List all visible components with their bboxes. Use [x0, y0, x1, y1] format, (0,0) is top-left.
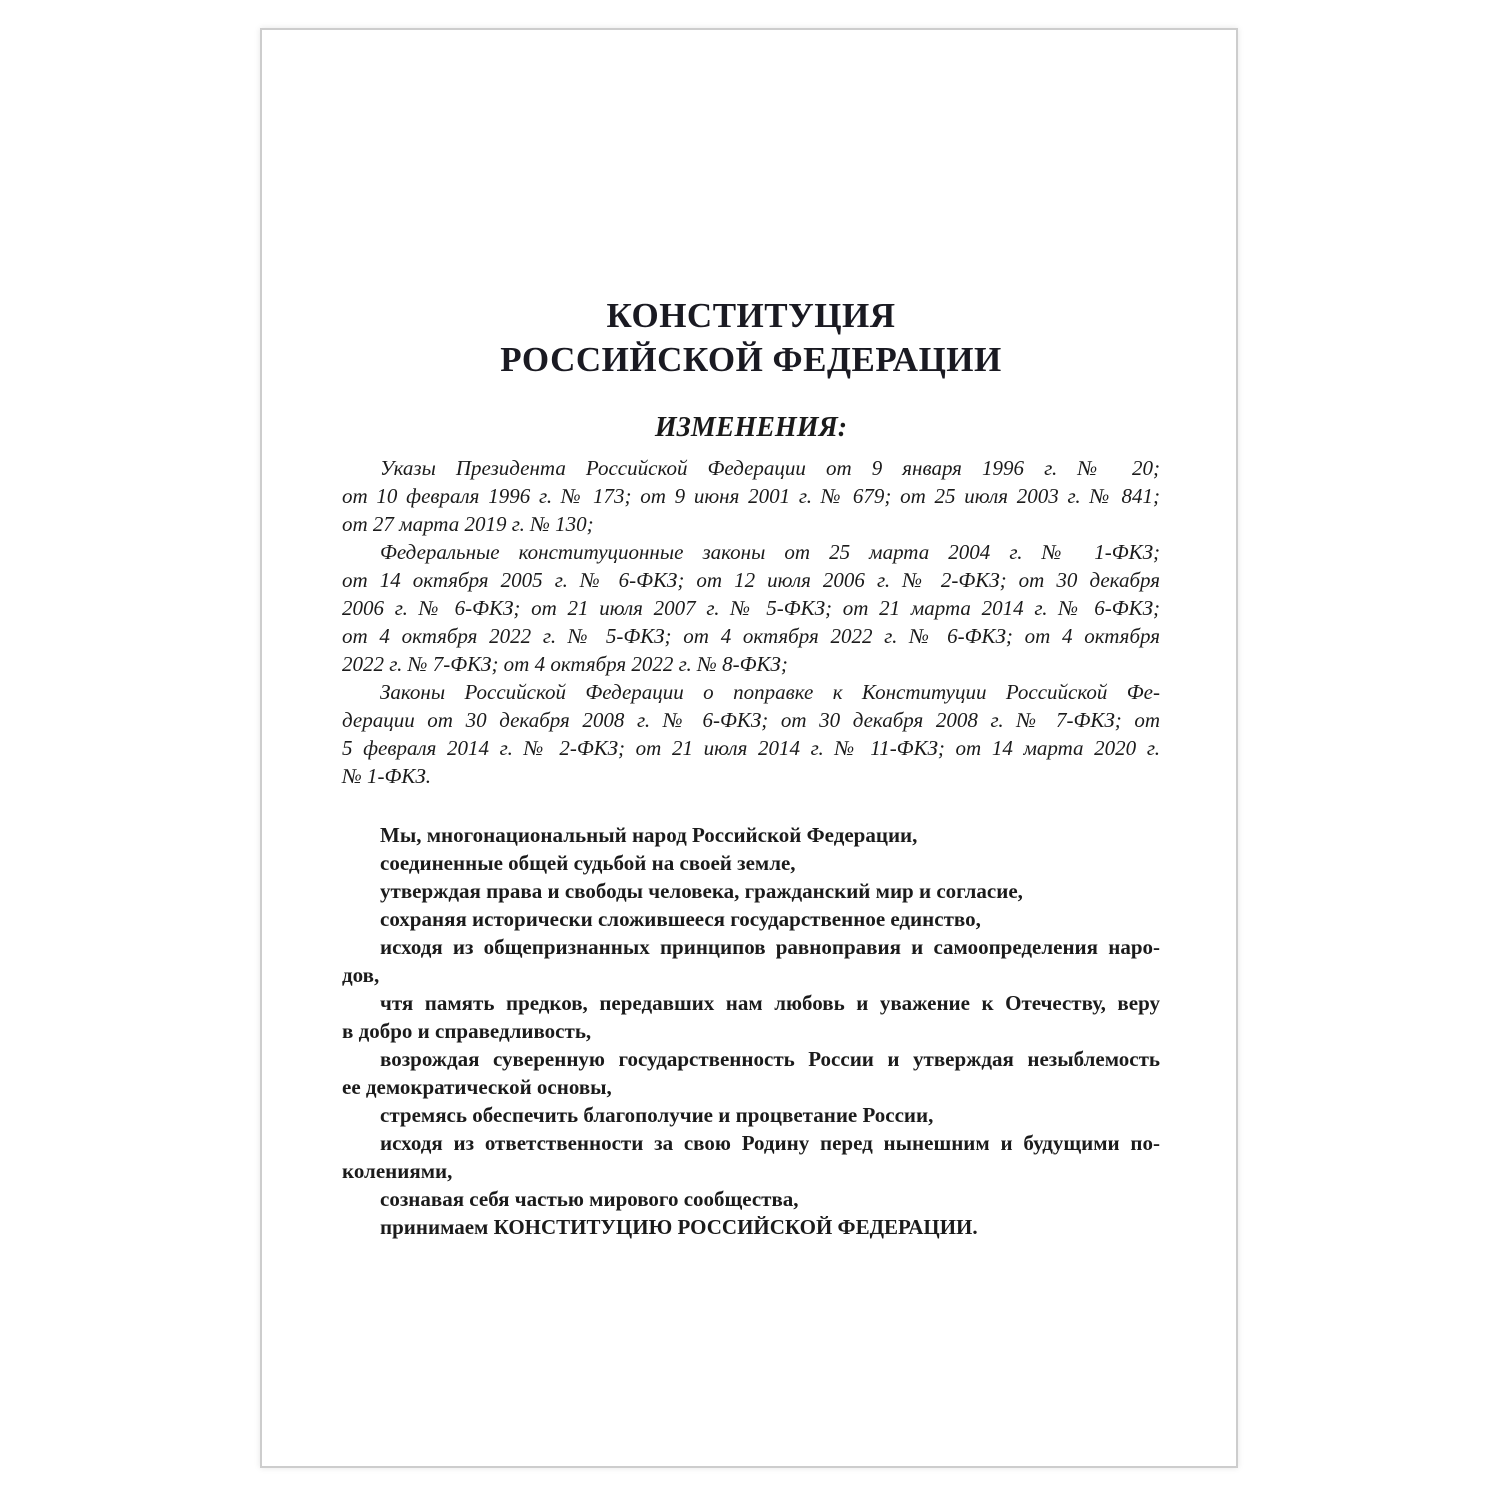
text-line: от 4 октября 2022 г. № 5-ФКЗ; от 4 октября 2022 г. № 6-ФКЗ; от 4 октября	[342, 624, 1160, 648]
page-sheet	[260, 28, 1238, 1468]
title-line-2: РОССИЙСКОЙ ФЕДЕРАЦИИ	[500, 340, 1002, 379]
preamble-line: принимаем КОНСТИТУЦИЮ РОССИЙСКОЙ ФЕДЕРАЦИИ.	[380, 1215, 978, 1239]
preamble-line: утверждая права и свободы человека, гражданский мир и согласие,	[380, 879, 1023, 903]
preamble-line: в добро и справедливость,	[342, 1019, 592, 1043]
text-line: Законы Российской Федерации о поправке к Конституции Российской Фе-	[380, 680, 1160, 704]
changes-heading: ИЗМЕНЕНИЯ:	[654, 412, 848, 443]
text-line: 2022 г. № 7-ФКЗ; от 4 октября 2022 г. № 8-ФКЗ;	[342, 652, 788, 676]
preamble-line: исходя из ответственности за свою Родину перед нынешним и будущими по-	[380, 1131, 1160, 1155]
text-line: от 14 октября 2005 г. № 6-ФКЗ; от 12 июля 2006 г. № 2-ФКЗ; от 30 декабря	[342, 568, 1160, 592]
text-line: от 10 февраля 1996 г. № 173; от 9 июня 2001 г. № 679; от 25 июля 2003 г. № 841;	[342, 484, 1160, 508]
title-line-1: КОНСТИТУЦИЯ	[606, 296, 896, 335]
preamble-line: стремясь обеспечить благополучие и процветание России,	[380, 1103, 934, 1127]
preamble-line: сознавая себя частью мирового сообщества,	[380, 1187, 799, 1211]
preamble-line: ее демократической основы,	[342, 1075, 612, 1099]
preamble-line: сохраняя исторически сложившееся государственное единство,	[380, 907, 981, 931]
preamble-line: колениями,	[342, 1159, 453, 1183]
text-line: дерации от 30 декабря 2008 г. № 6-ФКЗ; от 30 декабря 2008 г. № 7-ФКЗ; от	[342, 708, 1160, 732]
text-line: № 1-ФКЗ.	[342, 764, 432, 788]
preamble-line: Мы, многонациональный народ Российской Федерации,	[380, 823, 918, 847]
preamble-line: дов,	[342, 963, 380, 987]
preamble-line: исходя из общепризнанных принципов равноправия и самоопределения наро-	[380, 935, 1160, 959]
text-line: от 27 марта 2019 г. № 130;	[342, 512, 594, 536]
paragraph-amendment-laws	[342, 678, 1160, 790]
text-line: Указы Президента Российской Федерации от 9 января 1996 г. № 20;	[380, 456, 1160, 480]
text-line: 2006 г. № 6-ФКЗ; от 21 июля 2007 г. № 5-ФКЗ; от 21 марта 2014 г. № 6-ФКЗ;	[342, 596, 1160, 620]
paragraph-federal-constitutional-laws	[342, 538, 1160, 678]
changes-section	[342, 454, 1160, 790]
preamble-line: соединенные общей судьбой на своей земле,	[380, 851, 796, 875]
paragraph-presidential-decrees	[342, 454, 1160, 538]
text-line: Федеральные конституционные законы от 25 марта 2004 г. № 1-ФКЗ;	[380, 540, 1160, 564]
text-line: 5 февраля 2014 г. № 2-ФКЗ; от 21 июля 2014 г. № 11-ФКЗ; от 14 марта 2020 г.	[342, 736, 1160, 760]
document-title	[342, 294, 1160, 382]
preamble-line: возрождая суверенную государственность России и утверждая незыблемость	[380, 1047, 1160, 1071]
preamble-line: чтя память предков, передавших нам любовь и уважение к Отечеству, веру	[380, 991, 1160, 1015]
preamble-section	[342, 821, 1160, 1241]
